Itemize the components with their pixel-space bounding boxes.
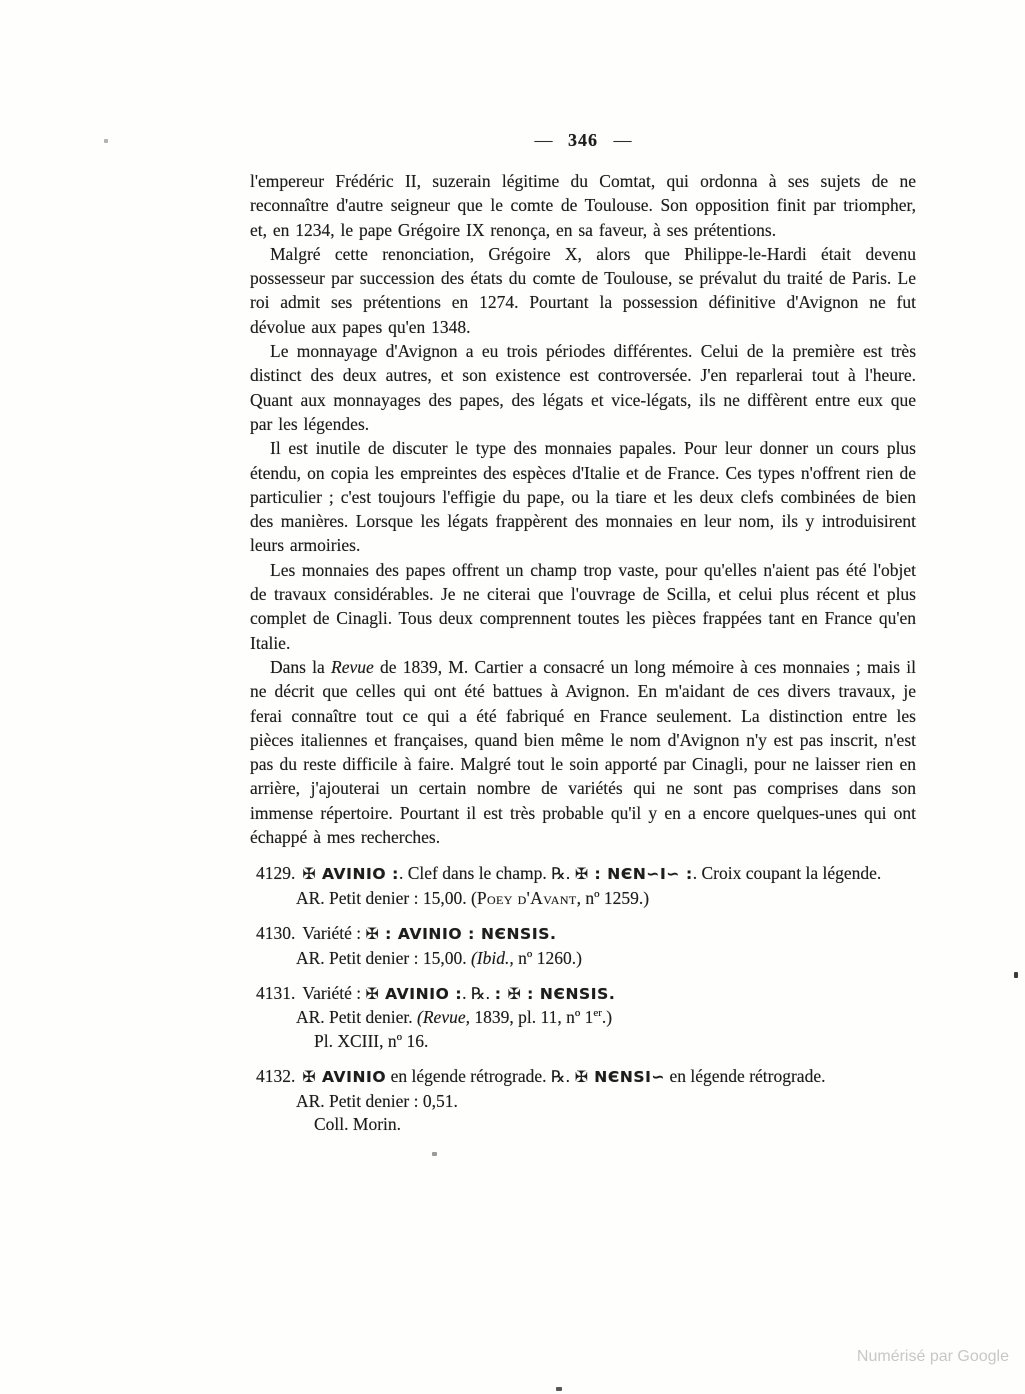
text-run: . Croix coupant la légende. xyxy=(692,863,882,884)
author-smallcaps: Poey d'Avant xyxy=(476,888,577,909)
scan-speck xyxy=(432,1152,437,1156)
scan-speck xyxy=(104,139,108,143)
catalog-entry-4131 xyxy=(250,982,916,1054)
text-run: Variété : xyxy=(302,982,366,1003)
header-right-dash: — xyxy=(613,130,632,150)
text-run: nº 1260.) xyxy=(513,947,582,968)
catalog-entry-4129 xyxy=(250,862,916,911)
coin-legend: ✠ AVINIO : xyxy=(302,865,399,884)
text-run: en légende rétrograde. xyxy=(665,1065,826,1086)
text-run: 1839, pl. 11, nº 1 xyxy=(469,1007,594,1028)
coin-legend: ✠ AVINIO xyxy=(302,1067,387,1086)
text-run: de 1839, M. Cartier a consacré un long mémoire à ces monnaies ; mais il ne décrit que celles qui ont été battues à Avignon. En m'aidant de ces divers travaux, je ferai connaître tout ce qui a été fabriqué en France seulement. La distinction entre les pièces italiennes et françaises, quand bien même le nom d'Avignon n'y est pas inscrit, n'est pas du reste difficile à faire. Malgré tout le soin apporté par Cinagli, pour ne laisser rien en arrière, j'ajouterai un certain nombre de variétés qui ne sont pas comprises dans son immense répertoire. Pourtant il est très probable qu'il y en a encore quelques-unes qui ont échappé à mes recherches. xyxy=(250,656,916,848)
entry-description-line xyxy=(250,922,916,947)
text-run: AR. Petit denier : 15,00. ( xyxy=(296,888,477,909)
entry-number: 4131. xyxy=(256,982,296,1003)
google-watermark: Numérisé par Google xyxy=(856,1348,1009,1365)
entry-reference-line xyxy=(250,1090,916,1114)
catalog-entries xyxy=(250,862,916,1137)
entry-reference-line xyxy=(250,947,916,971)
text-run: Le monnayage d'Avignon a eu trois périodes différentes. Celui de la première est très distinct des deux autres, et son existence est controversée. J'en reparlerai tout à l'heure. Quant aux monnayages des papes, des légats et vice-légats, ils ne diffèrent entre eux que par les légendes. xyxy=(250,341,916,434)
body-paragraph xyxy=(250,655,916,849)
header-page-number: 346 xyxy=(568,130,598,150)
coin-legend: ✠ : NЄN∽I∽ : xyxy=(574,865,693,884)
text-run: Il est inutile de discuter le type des monnaies papales. Pour leur donner un cours plus étendu, on copia les empreintes des espèces d'Italie et de France. Ces types n'offrent rien de particulier ; c'est toujours l'effigie du pape, ou la tiare et les deux clefs combinées de bien des manières. Lorsque les légats frappèrent des monnaies en leur nom, ils y introduisirent leurs armoiries. xyxy=(250,438,916,556)
text-run: Pl. XCIII, nº 16. xyxy=(314,1031,429,1052)
entry-number: 4130. xyxy=(256,922,296,943)
body-paragraph xyxy=(250,339,916,436)
entry-collection-line xyxy=(250,1113,916,1137)
coin-legend: ✠ NЄNSI∽ xyxy=(574,1067,666,1086)
scan-speck xyxy=(1014,972,1018,978)
text-run: AR. Petit denier : 0,51. xyxy=(296,1090,458,1111)
catalog-entry-4130 xyxy=(250,922,916,971)
text-run: Dans la xyxy=(270,656,332,677)
text-run-italic: (Revue, xyxy=(417,1007,470,1028)
entry-number: 4129. xyxy=(256,863,296,884)
text-run-italic: (Ibid., xyxy=(470,947,514,968)
page-content xyxy=(250,130,916,1148)
body-paragraph xyxy=(250,169,916,242)
text-run: AR. Petit denier : 15,00. xyxy=(296,947,471,968)
reverse-symbol: ℞. xyxy=(470,983,491,1003)
body-paragraph xyxy=(250,558,916,655)
text-run: .) xyxy=(601,1007,613,1028)
text-run-italic: Revue xyxy=(331,656,374,677)
coin-legend: ✠ AVINIO : xyxy=(365,984,463,1003)
text-run: Coll. Morin. xyxy=(314,1114,402,1135)
entry-description-line xyxy=(250,982,916,1007)
body-paragraph xyxy=(250,242,916,339)
text-run: . Clef dans le champ. xyxy=(398,863,552,884)
entry-description-line xyxy=(250,1065,916,1090)
catalog-entry-4132 xyxy=(250,1065,916,1137)
reverse-symbol: ℞. xyxy=(550,1066,571,1086)
text-run: Les monnaies des papes offrent un champ trop vaste, pour qu'elles n'aient pas été l'objet de travaux considérables. Je ne citerai que l'ouvrage de Scilla, et celui plus récent et plus complet de Cinagli. Tous deux comprennent toutes les pièces frappées tant en France qu'en Italie. xyxy=(250,559,916,653)
reverse-symbol: ℞. xyxy=(551,864,571,884)
entry-plate-line xyxy=(250,1030,916,1054)
body-paragraph xyxy=(250,436,916,557)
scan-speck xyxy=(556,1387,562,1391)
text-run: . xyxy=(462,982,471,1003)
entry-number: 4132. xyxy=(256,1065,296,1086)
header-left-dash: — xyxy=(534,130,553,150)
text-run: l'empereur Frédéric II, suzerain légitime du Comtat, qui ordonna à ses sujets de ne reconnaître d'autre seigneur que le comte de Toulouse. Son opposition finit par triompher, et, en 1234, le pape Grégoire IX renonça, en sa faveur, à ses prétentions. xyxy=(250,171,916,240)
text-run: AR. Petit denier. xyxy=(296,1007,418,1028)
coin-legend: : ✠ : NЄNSIS. xyxy=(494,984,616,1003)
text-run: , nº 1259.) xyxy=(576,888,650,909)
entry-description-line xyxy=(250,862,916,887)
text-run: en légende rétrograde. xyxy=(386,1065,551,1086)
page-number xyxy=(250,130,916,151)
text-run: Variété : xyxy=(302,922,366,943)
entry-reference-line xyxy=(250,1006,916,1030)
superscript-run: er xyxy=(593,1007,602,1020)
entry-reference-line xyxy=(250,887,916,911)
coin-legend: ✠ : AVINIO : NЄNSIS. xyxy=(365,924,557,943)
text-run: Malgré cette renonciation, Grégoire X, alors que Philippe-le-Hardi était devenu possesseur par succession des états du comte de Toulouse, se prévalut du traité de Paris. Le roi admit ses prétentions en 1274. Pourtant la possession définitive d'Avignon ne fut dévolue aux papes qu'en 1348. xyxy=(250,243,916,337)
